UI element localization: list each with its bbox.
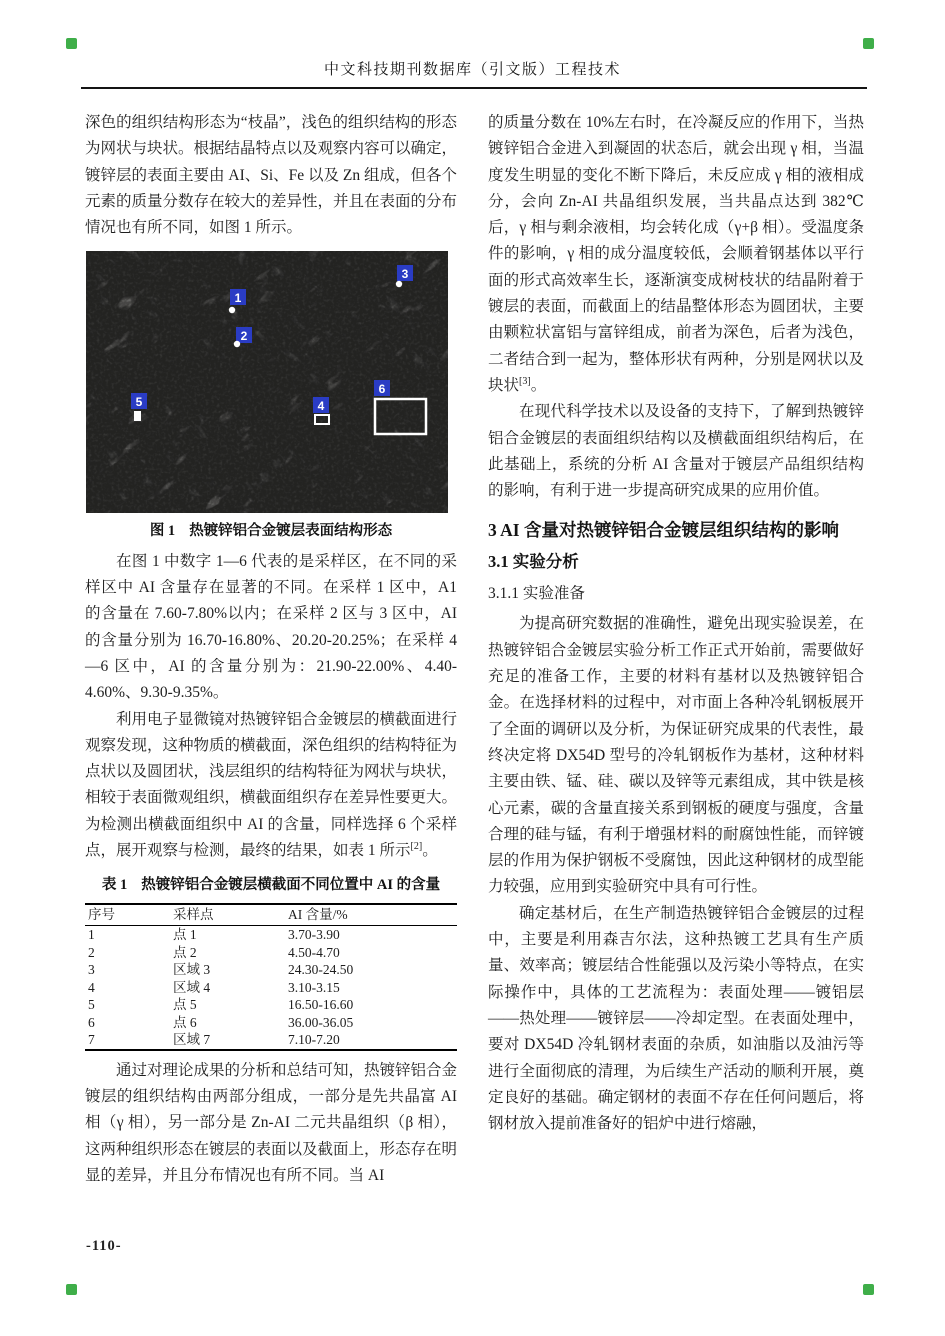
table-row (85, 926, 457, 944)
cell: 5 (88, 997, 95, 1013)
page-number: -110- (86, 1238, 122, 1254)
cell: 3 (88, 962, 95, 978)
right-column (488, 110, 864, 1137)
col-header-sample: 采样点 (170, 904, 285, 926)
paragraph-cross-section-text: 利用电子显微镜对热镀锌铝合金镀层的横截面进行观察发现，这种物质的横截面，深色组织的结构特征为点状以及圆团状，浅层组织的结构特征为网状与块状，相较于表面微观组织，横截面组织存在差异性要更大。为检测出横截面组织中 AI 的含量，同样选择 6 个采样点，展开观察与检测，最终的结果，如表 1 所示 (85, 710, 458, 860)
cell: 16.50-16.60 (288, 997, 354, 1013)
corner-mark-bottom-right (863, 1284, 874, 1295)
table-1-label: 表 1 (101, 877, 128, 894)
cell: 4 (88, 979, 95, 995)
paragraph-process-flow: 确定基材后，在生产制造热镀锌铝合金镀层的过程中，主要是利用森吉尔法，这种热镀工艺具有生产质量、效率高；镀层结合性能强以及污染小等特点，在实际操作中，具体的工艺流程为：表面处理——镀铝层——热处理——镀锌层——冷却定型。在表面处理中，要对 DX54D 冷轧钢材表面的杂质，如油脂以及油污等进行全面彻底的清理，为后续生产活动的顺利开展，奠定良好的基础。确定钢材的表面不存在任何问题后，将钢材放入提前准备好的铝炉中进行熔融， (488, 904, 864, 1133)
figure-1-label: 图 1 (149, 523, 176, 540)
corner-mark-top-right (863, 38, 874, 49)
table-row (85, 979, 457, 997)
cell: 3.10-3.15 (288, 979, 340, 995)
left-column (85, 110, 457, 1189)
paragraph-gamma-phase-tail: 。 (530, 376, 547, 394)
figure-1-caption (85, 518, 457, 544)
svg-text:1: 1 (234, 291, 242, 306)
svg-text:6: 6 (378, 382, 386, 397)
paragraph-gamma-phase (488, 110, 864, 399)
cell: 点 1 (173, 927, 197, 943)
paragraph-experiment-prep: 为提高研究数据的准确性，避免出现实验误差，在热镀锌铝合金镀层实验分析工作正式开始前，需要做好充足的准备工作，主要的材料有基材以及热镀锌铝合金。在选择材料的过程中，对市面上各种冷轧钢板展开了全面的调研以及分析，为保证研究成果的代表性，最终决定将 DX54D 型号的冷轧钢板作为基材，这种材料主要由铁、锰、硅、碳以及锌等元素组成，其中铁是核心元素，碳的含量直接关系到钢板的硬度与强度，含量合理的硅与锰，有利于增强材料的耐腐蚀性能，而锌镀层的作用为保护钢板不受腐蚀，因此这种钢材的成型能力较强，应用到实验研究中具有可行性。 (488, 615, 864, 896)
paragraph-modern-tech: 在现代科学技术以及设备的支持下，了解到热镀锌铝合金镀层的表面组织结构以及横截面组织结构后，在此基础上，系统的分析 AI 含量对于镀层产品组织结构的影响，有利于进一步提高研究成果的应用价值。 (488, 403, 864, 500)
cell: 7.10-7.20 (288, 1032, 340, 1048)
paragraph-cross-section-tail: 。 (422, 842, 438, 860)
paragraph-gamma-phase-text: 的质量分数在 10%左右时，在冷凝反应的作用下，当热镀锌铝合金进入到凝固的状态后，就会出现 γ 相，当温度发生明显的变化不断下降后，未反应成 γ 相的液相成分，会向 Zn-AI 共晶组织发展，当共晶点达到 382℃后，γ 相与剩余液相，均会转化成（γ+β 相）。受温度条件的影响，γ 相的成分温度较低，会顺着钢基体以平行面的形式高效率生长，逐渐演变成树枝状的结晶附着于镀层的表面，而截面上的结晶整体形态为圆团状，主要由颗粒状富铝与富锌组成，前者为深色，后者为浅色，二者结合到一起为，整体形状有两种，分别是网状以及块状 (488, 114, 864, 394)
cell: 4.50-4.70 (288, 944, 340, 960)
cell: 点 6 (173, 1014, 197, 1030)
table-1 (85, 903, 457, 1051)
sample-area-5 (134, 411, 141, 421)
micrograph-image (86, 251, 448, 513)
col-header-content: AI 含量/% (285, 904, 457, 926)
sample-point-1 (229, 307, 235, 313)
table-row (85, 1014, 457, 1032)
corner-mark-top-left (66, 38, 77, 49)
corner-mark-bottom-left (66, 1284, 77, 1295)
svg-text:5: 5 (135, 395, 143, 410)
cell: 24.30-24.50 (288, 962, 354, 978)
figure-1-caption-text: 热镀锌铝合金镀层表面结构形态 (189, 523, 393, 540)
micrograph-svg (86, 251, 448, 513)
cell: 区域 4 (173, 979, 211, 995)
svg-text:3: 3 (401, 267, 409, 282)
journal-header-title: 中文科技期刊数据库（引文版）工程技术 (323, 62, 621, 78)
sample-point-2 (234, 341, 240, 347)
cell: 区域 3 (173, 962, 211, 978)
table-row (85, 944, 457, 962)
col-header-index: 序号 (85, 904, 170, 926)
paragraph-sampling-zones: 在图 1 中数字 1—6 代表的是采样区，在不同的采样区中 AI 含量存在显著的不同。在采样 1 区中，A1 的含量在 7.60-7.80%以内；在采样 2 区与 3 区中，AI 的含量分别为 16.70-16.80%、20.20-20.25%；在采样 4—6 区中，AI 的含量分别为：21.90-22.00%、4.40-4.60%、9.30-9.35%。 (85, 552, 457, 702)
reference-3: [3] (519, 375, 531, 387)
paragraph-cross-section (85, 707, 457, 865)
figure-1 (85, 251, 457, 544)
reference-2: [2] (410, 840, 423, 852)
cell: 3.70-3.90 (288, 927, 340, 943)
section-heading-3-1-1: 3.1.1 实验准备 (488, 585, 585, 603)
sample-point-3 (396, 281, 402, 287)
svg-text:4: 4 (317, 399, 325, 414)
paragraph-dark-structure: 深色的组织结构形态为“枝晶”，浅色的组织结构的形态为网状与块状。根据结晶特点以及观察内容可以确定，镀锌层的表面主要由 AI、Si、Fe 以及 Zn 组成，但各个元素的质量分数存在较大的差异性，并且在表面的分布情况也有所不同，如图 1 所示。 (85, 114, 458, 237)
section-heading-3-1: 3.1 实验分析 (488, 552, 579, 572)
table-1-title (85, 872, 457, 898)
cell: 区域 7 (173, 1032, 211, 1048)
header-divider (81, 87, 867, 89)
table-row (85, 996, 457, 1014)
table-1-title-text: 热镀锌铝合金镀层横截面不同位置中 AI 的含量 (141, 877, 441, 894)
table-header-row (85, 904, 457, 926)
cell: 2 (88, 944, 95, 960)
table-row (85, 961, 457, 979)
cell: 点 5 (173, 997, 197, 1013)
section-heading-3: 3 AI 含量对热镀锌铝合金镀层组织结构的影响 (488, 520, 839, 541)
cell: 36.00-36.05 (288, 1014, 354, 1030)
table-row (85, 1031, 457, 1050)
svg-text:2: 2 (240, 329, 248, 344)
cell: 7 (88, 1032, 95, 1048)
cell: 1 (88, 927, 95, 943)
cell: 点 2 (173, 944, 197, 960)
cell: 6 (88, 1014, 95, 1030)
paragraph-theory-summary: 通过对理论成果的分析和总结可知，热镀锌铝合金镀层的组织结构由两部分组成，一部分是先共晶富 AI 相（γ 相），另一部分是 Zn-AI 二元共晶组织（β 相），这两种组织形态在镀层的表面以及截面上，形态存在明显的差异，并且分布情况也有所不同。当 AI (85, 1061, 458, 1184)
